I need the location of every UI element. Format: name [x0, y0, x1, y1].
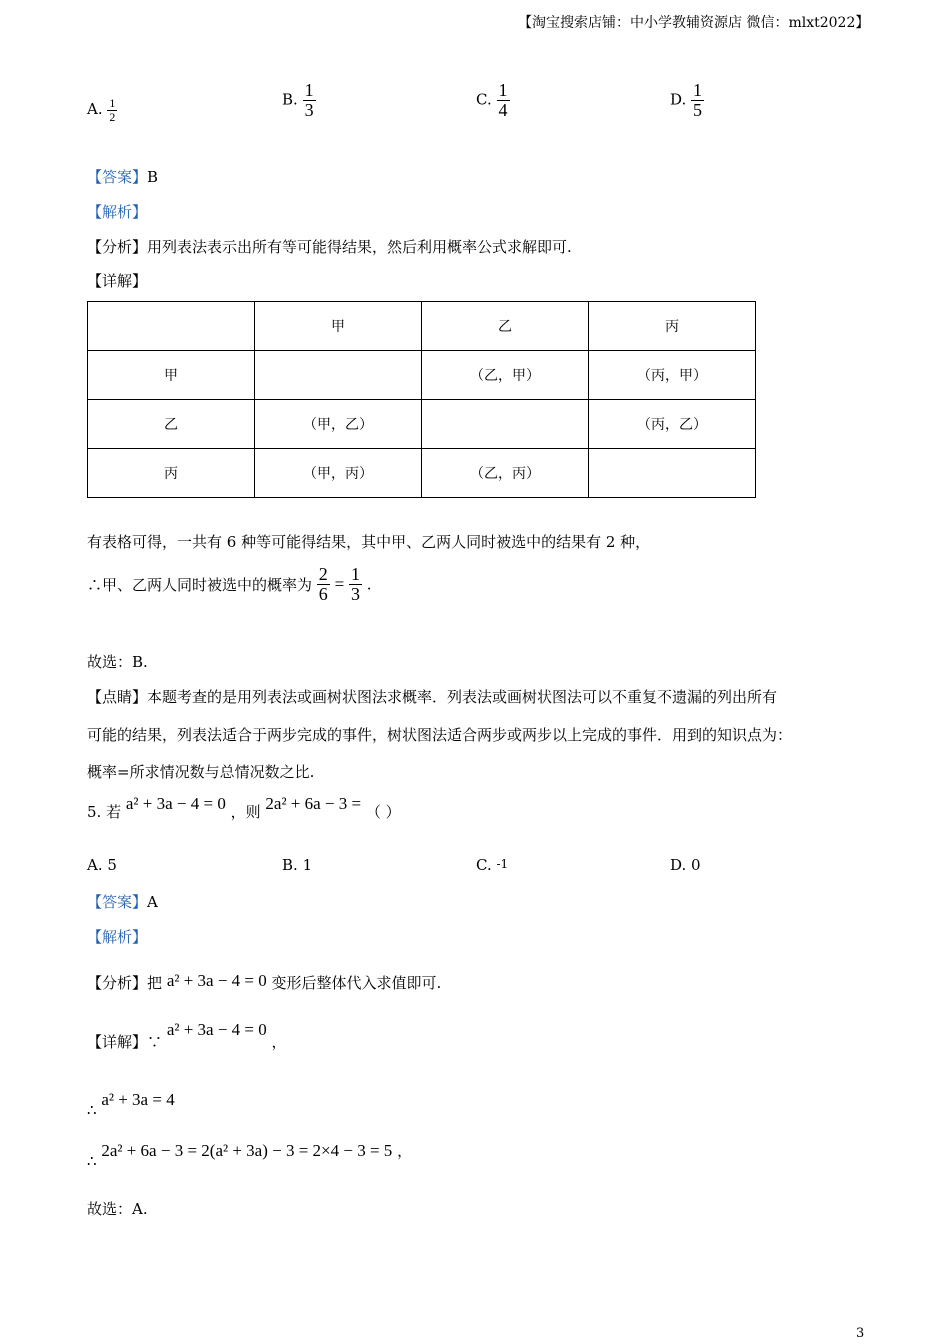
- table-cell: （乙，丙）: [422, 449, 589, 498]
- detail-line: 【详解】∵ a² + 3a − 4 = 0 ，: [87, 1020, 287, 1051]
- option-a: A. 5: [87, 856, 117, 874]
- option-c: C. -1: [476, 856, 509, 874]
- table-cell: [422, 400, 589, 449]
- fraction: $\frac{1}{2}$: [109, 96, 116, 124]
- question-5: 5. 若 a² + 3a − 4 = 0 ，则 2a² + 6a − 3 = （ ）: [87, 794, 401, 821]
- page-number: 3: [856, 1326, 865, 1341]
- table-cell: 丙: [589, 302, 756, 351]
- analysis-heading: 【解析】: [87, 203, 148, 221]
- table-row: [88, 302, 756, 351]
- answer-line: 【答案】B: [87, 168, 159, 186]
- fraction: $\frac{1}{3}$: [304, 80, 314, 120]
- table-cell: （甲，乙）: [255, 400, 422, 449]
- table-cell: 丙: [88, 449, 255, 498]
- table-cell: （丙，乙）: [589, 400, 756, 449]
- choose-line: 故选：B.: [87, 653, 148, 671]
- detail-heading: 【详解】: [87, 272, 148, 290]
- fenxi-line: 【分析】把 a² + 3a − 4 = 0 变形后整体代入求值即可.: [87, 971, 442, 992]
- dianjing-line-3: 概率=所求情况数与总情况数之比.: [87, 763, 315, 781]
- page-header: 【淘宝搜索店铺：中小学教辅资源店 微信：mlxt2022】: [518, 15, 870, 31]
- choose-line: 故选：A.: [87, 1200, 148, 1218]
- fraction: $\frac{1}{3}$: [350, 564, 360, 604]
- dianjing-line-2: 可能的结果，列表法适合于两步完成的事件，树状图法适合两步或两步以上完成的事件．用到的知识点为：: [87, 726, 793, 744]
- fraction: $\frac{1}{5}$: [693, 80, 703, 120]
- table-cell: [255, 351, 422, 400]
- analysis-heading: 【解析】: [87, 928, 148, 946]
- option-b: B. 1: [282, 856, 313, 874]
- option-d: D. $\frac{1}{5}$: [670, 80, 703, 120]
- table-cell: 乙: [88, 400, 255, 449]
- option-a: A. $\frac{1}{2}$: [87, 96, 116, 124]
- option-d: D. 0: [670, 856, 701, 874]
- table-cell: 甲: [255, 302, 422, 351]
- result-text: 有表格可得，一共有 6 种等可能得结果，其中甲、乙两人同时被选中的结果有 2 种，: [87, 533, 651, 551]
- option-c: C. $\frac{1}{4}$: [476, 80, 508, 120]
- table-cell: [589, 449, 756, 498]
- fenxi-line: 【分析】用列表法表示出所有等可能得结果，然后利用概率公式求解即可.: [87, 238, 572, 256]
- table-cell: （甲，丙）: [255, 449, 422, 498]
- answer-line: 【答案】A: [87, 893, 158, 911]
- table-cell: 甲: [88, 351, 255, 400]
- probability-line: ∴甲、乙两人同时被选中的概率为 $\frac{2}{6}$ = $\frac{1}{3}$ .: [87, 564, 372, 604]
- step-2: ∴ 2a² + 6a − 3 = 2(a² + 3a) − 3 = 2×4 − 3 = 5 ，: [87, 1141, 413, 1170]
- outcome-table: [87, 301, 756, 498]
- table-cell: （丙，甲）: [589, 351, 756, 400]
- table-row: [88, 449, 756, 498]
- dianjing-line-1: 【点睛】本题考查的是用列表法或画树状图法求概率．列表法或画树状图法可以不重复不遗漏的列出所有: [87, 688, 778, 706]
- table-cell: （乙，甲）: [422, 351, 589, 400]
- table-row: [88, 400, 756, 449]
- fraction: $\frac{1}{4}$: [498, 80, 508, 120]
- table-row: [88, 351, 756, 400]
- option-b: B. $\frac{1}{3}$: [282, 80, 314, 120]
- fraction: $\frac{2}{6}$: [318, 564, 328, 604]
- step-1: ∴ a² + 3a = 4: [87, 1090, 175, 1119]
- table-cell: 乙: [422, 302, 589, 351]
- table-cell: [88, 302, 255, 351]
